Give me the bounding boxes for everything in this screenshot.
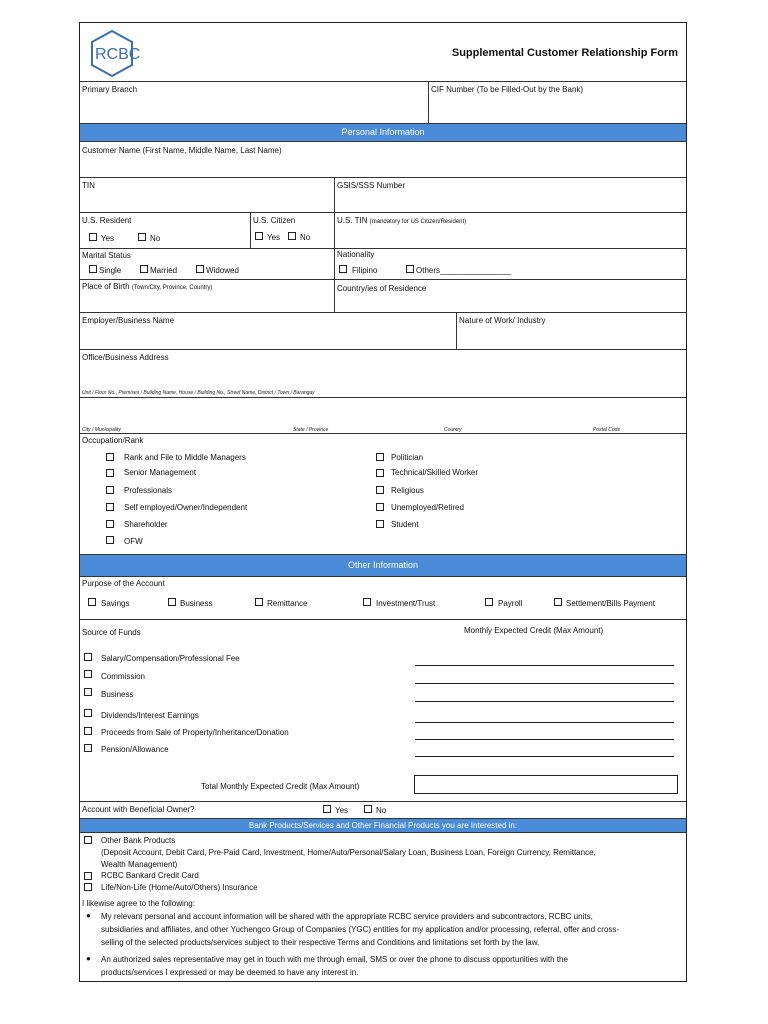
hexagon-logo-icon [85, 28, 159, 78]
purpose-savings-label: Savings [101, 599, 130, 608]
occ-politician-label: Politician [391, 453, 424, 462]
rcbc-logo [85, 28, 159, 78]
product-other-bank-label: Other Bank Products [101, 836, 176, 845]
dividends-amount-line[interactable] [415, 722, 674, 723]
bullet-icon: ● [86, 954, 91, 963]
occ-rank-file-label: Rank and File to Middle Managers [124, 453, 246, 462]
us-resident-no-label: No [150, 234, 161, 243]
marital-single-label: Single [99, 266, 122, 275]
source-business-label: Business [101, 690, 134, 699]
marital-status-label: Marital Status [82, 251, 131, 260]
nationality-filipino-checkbox[interactable] [339, 265, 347, 273]
commission-amount-line[interactable] [415, 683, 674, 684]
us-citizen-yes-label: Yes [267, 233, 281, 242]
us-citizen-no-checkbox[interactable] [288, 232, 296, 240]
us-tin-note: (mandatory for US Citizen/Resident) [369, 219, 467, 225]
marital-married-label: Married [150, 266, 178, 275]
us-resident-label: U.S. Resident [82, 216, 132, 225]
purpose-remittance-label: Remittance [267, 599, 308, 608]
source-dividends-label: Dividends/Interest Earnings [101, 711, 199, 720]
occ-professionals-label: Professionals [124, 486, 173, 495]
country-residence-label: Country/ies of Residence [337, 284, 427, 293]
tin-label: TIN [82, 181, 95, 190]
occ-politician-checkbox[interactable] [376, 453, 384, 461]
occ-unemployed-checkbox[interactable] [376, 503, 384, 511]
form-title: Supplemental Customer Relationship Form [451, 47, 678, 59]
employer-label: Employer/Business Name [82, 316, 175, 325]
us-citizen-label: U.S. Citizen [253, 216, 296, 225]
agreement-bullet-1: My relevant personal and account information will be shared with the appropriate RCBC service providers and subcontractors, RCBC units, subsidiaries and affiliates, and other Yuchengco Group of Companies (YGC) entities for my application and/or processing, referral, offer and cross- selling of the selected products/services subject to their respective Terms and Conditions and limitations set forth by the law. [101, 912, 620, 947]
purpose-investment-checkbox[interactable] [363, 598, 371, 606]
salary-amount-line[interactable] [415, 665, 674, 666]
product-other-bank-detail1: (Deposit Account, Debit Card, Pre-Paid Card, Investment, Home/Auto/Personal/Salary Loan, Business Loan, Foreign Currency, Remittance, [101, 848, 596, 857]
us-resident-yes-label: Yes [101, 234, 115, 243]
place-of-birth-note: (Town/City, Province, Country) [131, 285, 213, 291]
beneficial-no-label: No [376, 806, 387, 815]
address-line-hint: Unit / Floor No., Premises / Building Name, House / Building No., Street Name, District / Town / Barangay [82, 390, 315, 396]
pension-amount-line[interactable] [415, 756, 674, 757]
nationality-others-label: Others________________ [416, 266, 512, 275]
product-insurance-label: Life/Non-Life (Home/Auto/Others) Insurance [101, 883, 258, 892]
occ-professionals-checkbox[interactable] [106, 486, 114, 494]
agree-heading: I likewise agree to the following: [82, 899, 195, 908]
total-monthly-field[interactable] [414, 775, 678, 794]
purpose-savings-checkbox[interactable] [88, 598, 96, 606]
nature-of-work-label: Nature of Work/ Industry [459, 316, 546, 325]
occ-unemployed-label: Unemployed/Retired [391, 503, 464, 512]
product-other-bank-detail2: Wealth Management) [101, 860, 178, 869]
marital-widowed-checkbox[interactable] [196, 265, 204, 273]
occ-student-checkbox[interactable] [376, 520, 384, 528]
purpose-payroll-checkbox[interactable] [485, 598, 493, 606]
agreement-bullet-2: An authorized sales representative may get in touch with me through email, SMS or over the phone to discuss opportunities with the products/services I expressed or may be deemed to have any interest in. [101, 955, 568, 977]
logo-text: RCBC [95, 46, 141, 63]
occ-religious-label: Religious [391, 486, 424, 495]
product-bankard-label: RCBC Bankard Credit Card [101, 871, 199, 880]
beneficial-yes-label: Yes [335, 806, 349, 815]
customer-name-label: Customer Name (First Name, Middle Name, Last Name) [82, 146, 282, 155]
place-of-birth-label: Place of Birth (Town/City, Province, Country) [82, 282, 213, 291]
occ-religious-checkbox[interactable] [376, 486, 384, 494]
occ-student-label: Student [391, 520, 419, 529]
source-pension-checkbox[interactable] [84, 744, 92, 752]
source-pension-label: Pension/Allowance [101, 745, 169, 754]
nationality-label: Nationality [337, 250, 375, 259]
us-resident-yes-checkbox[interactable] [89, 233, 97, 241]
other-info-header: Other Information [80, 554, 686, 577]
purpose-investment-label: Investment/Trust [376, 599, 436, 608]
occ-shareholder-label: Shareholder [124, 520, 168, 529]
customer-relationship-form [79, 22, 687, 982]
source-salary-label: Salary/Compensation/Professional Fee [101, 654, 240, 663]
occ-technical-label: Technical/Skilled Worker [391, 468, 478, 477]
gsis-sss-label: GSIS/SSS Number [337, 181, 406, 190]
occ-senior-mgmt-checkbox[interactable] [106, 469, 114, 477]
source-business-checkbox[interactable] [84, 688, 92, 696]
nationality-filipino-label: Filipino [352, 266, 378, 275]
purpose-remittance-checkbox[interactable] [255, 598, 263, 606]
state-hint: State / Province [293, 427, 329, 433]
city-hint: City / Municipality [82, 427, 121, 433]
marital-widowed-label: Widowed [206, 266, 239, 275]
occ-technical-checkbox[interactable] [376, 469, 384, 477]
purpose-label: Purpose of the Account [82, 579, 165, 588]
product-insurance-checkbox[interactable] [84, 883, 92, 891]
personal-info-header: Personal Information [80, 123, 686, 142]
purpose-business-label: Business [180, 599, 213, 608]
source-commission-checkbox[interactable] [84, 670, 92, 678]
occ-self-employed-checkbox[interactable] [106, 503, 114, 511]
total-monthly-label: Total Monthly Expected Credit (Max Amount) [201, 782, 360, 791]
purpose-settlement-label: Settlement/Bills Payment [566, 599, 655, 608]
beneficial-owner-label: Account with Beneficial Owner? [82, 805, 195, 814]
postal-code-hint: Postal Code [593, 427, 621, 433]
primary-branch-label: Primary Branch [82, 85, 138, 94]
nationality-others-checkbox[interactable] [406, 265, 414, 273]
occ-self-employed-label: Self employed/Owner/Independent [124, 503, 248, 512]
country-hint: Country [444, 427, 462, 433]
us-resident-no-checkbox[interactable] [138, 233, 146, 241]
beneficial-yes-checkbox[interactable] [323, 805, 331, 813]
occ-ofw-checkbox[interactable] [106, 536, 114, 544]
purpose-business-checkbox[interactable] [168, 598, 176, 606]
bullet-icon: ● [86, 911, 91, 920]
occ-ofw-label: OFW [124, 537, 143, 546]
source-salary-checkbox[interactable] [84, 653, 92, 661]
source-of-funds-label: Source of Funds [82, 628, 141, 637]
purpose-payroll-label: Payroll [498, 599, 523, 608]
us-citizen-no-label: No [300, 233, 311, 242]
source-commission-label: Commission [101, 672, 146, 681]
source-dividends-checkbox[interactable] [84, 709, 92, 717]
business-amount-line[interactable] [415, 701, 674, 702]
purpose-settlement-checkbox[interactable] [554, 598, 562, 606]
proceeds-amount-line[interactable] [415, 739, 674, 740]
occ-rank-file-checkbox[interactable] [106, 453, 114, 461]
occ-senior-mgmt-label: Senior Management [124, 468, 197, 477]
cif-number-label: CIF Number (To be Filled-Out by the Bank) [431, 85, 584, 94]
source-proceeds-label: Proceeds from Sale of Property/Inheritance/Donation [101, 728, 289, 737]
us-tin-label: U.S. TIN (mandatory for US Citizen/Resident) [337, 216, 467, 225]
office-address-label: Office/Business Address [82, 353, 169, 362]
marital-single-checkbox[interactable] [89, 265, 97, 273]
product-bankard-checkbox[interactable] [84, 872, 92, 880]
occ-shareholder-checkbox[interactable] [106, 520, 114, 528]
occupation-label: Occupation/Rank [82, 436, 144, 445]
marital-married-checkbox[interactable] [140, 265, 148, 273]
beneficial-no-checkbox[interactable] [364, 805, 372, 813]
monthly-credit-label: Monthly Expected Credit (Max Amount) [464, 626, 604, 635]
us-citizen-yes-checkbox[interactable] [255, 232, 263, 240]
product-other-bank-checkbox[interactable] [84, 836, 92, 844]
products-header: Bank Products/Services and Other Financial Products you are Interested in: [80, 818, 686, 833]
source-proceeds-checkbox[interactable] [84, 727, 92, 735]
